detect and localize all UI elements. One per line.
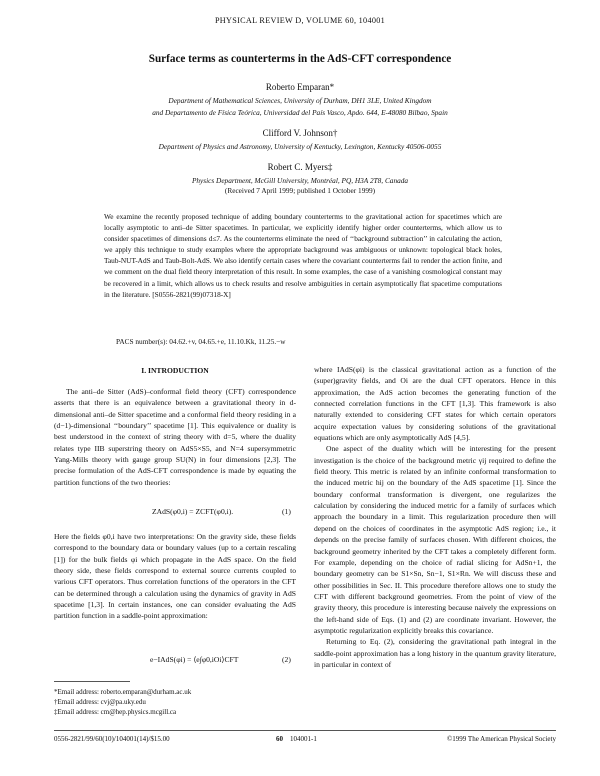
affiliation-3: Physics Department, McGill University, Montréal, PQ, H3A 2T8, Canada (191, 176, 409, 185)
footnote-3: ‡Email address: cm@hep.physics.mcgill.ca (54, 708, 177, 716)
left-paragraph-2 (54, 531, 296, 622)
footnote-1: *Email address: roberto.emparan@durham.ac.uk (54, 688, 192, 696)
footer-copyright: ©1999 The American Physical Society (446, 735, 556, 743)
equation-1: ZAdS(φ0,i) = ZCFT(φ0,i). (152, 507, 234, 516)
paper-title: Surface terms as counterterms in the AdS-CFT correspondence (148, 53, 452, 65)
pacs-numbers: PACS number(s): 04.62.+v, 04.65.+e, 11.10.Kk, 11.25.−w (116, 337, 286, 346)
received-dates: (Received 7 April 1999; published 1 October 1999) (224, 186, 376, 195)
abstract: We examine the recently proposed technique of adding boundary counterterms to the gravitational action for spacetimes which are locally asymptotic to anti–de Sitter spacetimes. In particular, we explicitly identify higher order counterterms, which allow us to consider spacetimes of dimensions d≤7. As the counterterms eliminate the need of ‘‘background subtraction’’ in calculating the action, we apply this technique to study examples where the appropriate background was ambiguous or unknown: topological black holes, Taub-NUT-AdS and Taub-Bolt-AdS. We also identify certain cases where the covariant counterterms fail to render the action finite, and we comment on the dual field theory interpretation of this result. In some examples, the case of a vanishing cosmological constant may be recovered in a limit, which allows us to check results and resolve ambiguities in certain asymptotically flat spacetime computations in the literature. [S0556-2821(99)07318-X] (104, 212, 502, 299)
footer-volume: 60 (276, 735, 283, 743)
footer-code: 0556-2821/99/60(10)/104001(14)/$15.00 (54, 735, 170, 743)
footer-rule (54, 730, 556, 731)
journal-header: PHYSICAL REVIEW D, VOLUME 60, 104001 (214, 16, 386, 25)
right-paragraph-3: Returning to Eq. (2), considering the gravitational path integral in the saddle-point approximation has a long history in the quantum gravity literature, in particular in context of (314, 637, 556, 669)
author-2: Clifford V. Johnson† (262, 128, 338, 138)
affiliation-2: Department of Physics and Astronomy, University of Kentucky, Lexington, Kentucky 40506-0055 (158, 142, 442, 151)
author-1: Roberto Emparan* (265, 82, 335, 92)
equation-1-number: (1) (282, 507, 291, 516)
footer-page: 104001-1 (290, 735, 317, 743)
affiliation-1a: Department of Mathematical Sciences, University of Durham, DH1 3LE, United Kingdom (168, 96, 432, 105)
fields-paragraph: Here the fields φ0,i have two interpretations: On the gravity side, these fields correspond to the boundary data or boundary values (up to a certain rescaling [1]) for the bulk fields φi which propagate in the AdS space. On the field theory side, these fields correspond to external source currents coupled to various CFT operators. Thus correlation functions of the operators in the CFT can be determined through a calculation using the dynamics of gravity in AdS spacetime [1,3]. In certain instances, one can consider evaluating the AdS partition function in a saddle-point approximation: (54, 532, 296, 621)
equation-2-number: (2) (282, 655, 291, 664)
right-column (314, 364, 556, 670)
section-heading: I. INTRODUCTION (141, 366, 209, 375)
right-paragraph-1: where IAdS(φi) is the classical gravitational action as a function of the (super)gravity fields, and Oi are the dual CFT operators. Hence in this approximation, the AdS action becomes the generating function of the connected correlation functions in the CFT [1,3]. This framework is also naturally extended to considering CFT states for which certain operators acquire expectation values by considering solutions of the gravitational equations which are only asymptotically AdS [4,5]. (314, 365, 556, 443)
footnote-2: †Email address: cvj@pa.uky.edu (54, 698, 146, 706)
equation-2: e−IAdS(φi) = ⟨e∫φ0,iOi⟩CFT (150, 655, 239, 664)
footnote-rule (54, 681, 130, 682)
left-paragraph-1 (54, 386, 296, 488)
author-3: Robert C. Myers‡ (267, 162, 333, 172)
right-paragraph-2: One aspect of the duality which will be interesting for the present investigation is the choice of the background metric γij required to define the field theory. This metric is related by an infinite conformal transformation to the induced metric hij on the boundary of the AdS spacetime [1]. Since the boundary conformal transformation is divergent, one regularizes the calculation by considering the induced metric for a family of surfaces which approach the boundary in a limit. This regularization procedure then will depend on the choices of coordinates in the asymptotic AdS region; i.e., it depends on the precise family of surfaces chosen. With different choices, the background geometry inherited by the CFT takes a completely different form. For example, depending on the choice of radial slicing for AdSn+1, the boundary geometry can be S1×Sn, Sn−1, S1×Rn. We will discuss these and other possibilities in Sec. II. This procedure therefore allows one to study the CFT with different background geometries. From the point of view of the gravity theory, this procedure is interesting because naively the expressions on the left-hand side of Eqs. (1) and (2) are coordinate invariant. However, the asymptotic regularization explicitly breaks this covariance. (314, 444, 556, 635)
affiliation-1b: and Departamento de Física Teórica, Universidad del País Vasco, Apdo. 644, E-48080 Bilbao, Spain (152, 108, 448, 117)
intro-paragraph: The anti–de Sitter (AdS)–conformal field theory (CFT) correspondence asserts that there is an equivalence between a gravitational theory in d-dimensional anti–de Sitter spacetime and a conformal field theory residing in a (d−1)-dimensional ‘‘boundary’’ spacetime [1]. This equivalence or duality is best understood in the context of string theory with d=5, where the duality relates type IIB superstring theory on AdS5×S5, and N=4 supersymmetric Yang-Mills theory with gauge group SU(N) in four dimensions [2,3]. The precise formulation of the AdS-CFT correspondence is made by equating the partition functions of the two theories: (54, 387, 296, 487)
